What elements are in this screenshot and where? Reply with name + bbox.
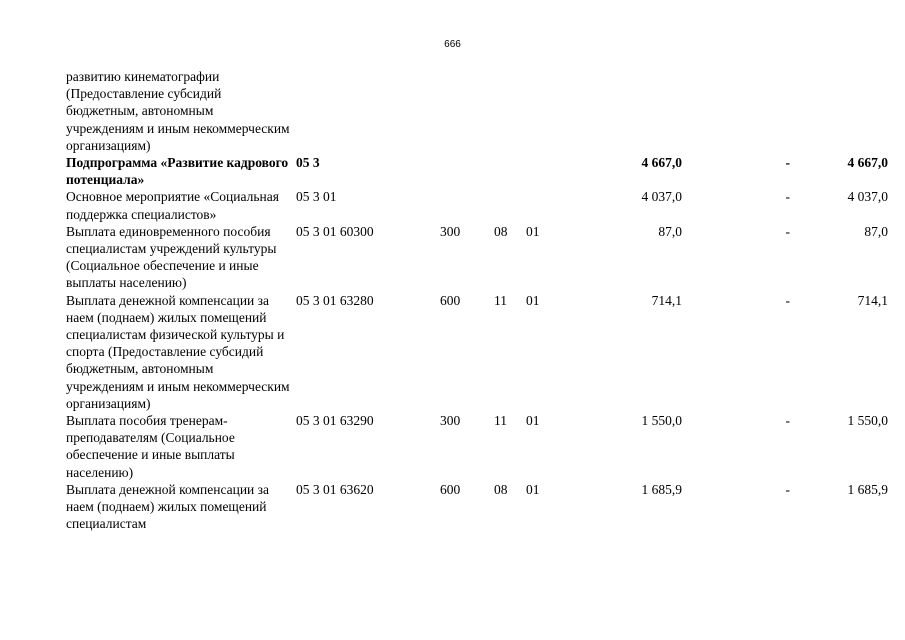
row-target-article: 05 3 01 63280 [296, 292, 374, 308]
row-target-article: 05 3 [296, 155, 320, 171]
row-name: развитию кинематографии (Предоставление субсидий бюджетным, автономным учреждениям и иным некоммерческим организациям) [66, 69, 290, 153]
row-sum-3: 1 550,0 [847, 413, 888, 429]
row-subsection: 01 [526, 413, 540, 429]
row-sum-3 [790, 68, 888, 154]
row-name: Подпрограмма «Развитие кадрового потенциала» [66, 155, 289, 188]
row-sum-1: 87,0 [658, 223, 682, 239]
row-sum-2: - [785, 413, 790, 429]
row-section: 11 [494, 292, 507, 308]
row-section [494, 154, 526, 188]
row-sum-1: 1 550,0 [641, 413, 682, 429]
row-sum-3: 714,1 [857, 292, 888, 308]
row-section: 08 [494, 223, 508, 239]
table-row [66, 223, 888, 292]
row-sum-3: 4 037,0 [847, 189, 888, 205]
row-sum-1: 4 667,0 [641, 155, 682, 171]
row-expense-type: 300 [440, 223, 461, 239]
row-subsection: 01 [526, 223, 540, 239]
row-sum-3: 4 667,0 [847, 155, 888, 171]
row-sum-1: 1 685,9 [641, 481, 682, 497]
row-sum-2: - [785, 223, 790, 239]
row-section: 08 [494, 481, 508, 497]
row-sum-3: 87,0 [864, 223, 888, 239]
budget-table [66, 68, 888, 532]
row-sum-2: - [785, 155, 790, 171]
table-row [66, 188, 888, 222]
row-section [494, 188, 526, 222]
row-subsection [526, 154, 556, 188]
row-sum-2: - [785, 189, 790, 205]
table-row [66, 412, 888, 481]
row-sum-2 [682, 68, 790, 154]
row-expense-type: 300 [440, 413, 461, 429]
row-subsection: 01 [526, 481, 540, 497]
row-name: Выплата денежной компенсации за наем (поднаем) жилых помещений специалистам физической культуры и спорта (Предоставление субсидий бюджетным, автономным учреждениям и иным некоммерческим организациям) [66, 292, 290, 411]
row-expense-type: 600 [440, 292, 461, 308]
row-sum-2: - [785, 481, 790, 497]
table-row [66, 154, 888, 188]
row-expense-type: 600 [440, 481, 461, 497]
row-sum-3: 1 685,9 [847, 481, 888, 497]
row-expense-type [440, 188, 494, 222]
row-target-article: 05 3 01 60300 [296, 223, 374, 239]
row-name: Выплата пособия тренерам-преподавателям (Социальное обеспечение и иные выплаты населению) [66, 413, 235, 480]
row-section [494, 68, 526, 154]
row-target-article: 05 3 01 63290 [296, 413, 374, 429]
table-row [66, 68, 888, 154]
budget-table-body [66, 68, 888, 532]
row-expense-type [440, 68, 494, 154]
row-subsection [526, 188, 556, 222]
row-name: Выплата денежной компенсации за наем (поднаем) жилых помещений специалистам [66, 481, 269, 532]
row-section: 11 [494, 413, 507, 429]
page-number: 666 [444, 39, 461, 50]
row-sum-1: 4 037,0 [641, 189, 682, 205]
row-subsection: 01 [526, 292, 540, 308]
row-target-article [296, 68, 440, 154]
row-name: Выплата единовременного пособия специалистам учреждений культуры (Социальное обеспечение и иные выплаты населению) [66, 223, 277, 291]
table-row [66, 292, 888, 412]
row-target-article: 05 3 01 63620 [296, 481, 374, 497]
row-sum-1: 714,1 [651, 292, 682, 308]
row-expense-type [440, 154, 494, 188]
row-name: Основное мероприятие «Социальная поддержка специалистов» [66, 189, 279, 222]
row-sum-1 [556, 68, 682, 154]
table-row [66, 481, 888, 533]
row-subsection [526, 68, 556, 154]
row-sum-2: - [785, 292, 790, 308]
row-target-article: 05 3 01 [296, 189, 337, 205]
